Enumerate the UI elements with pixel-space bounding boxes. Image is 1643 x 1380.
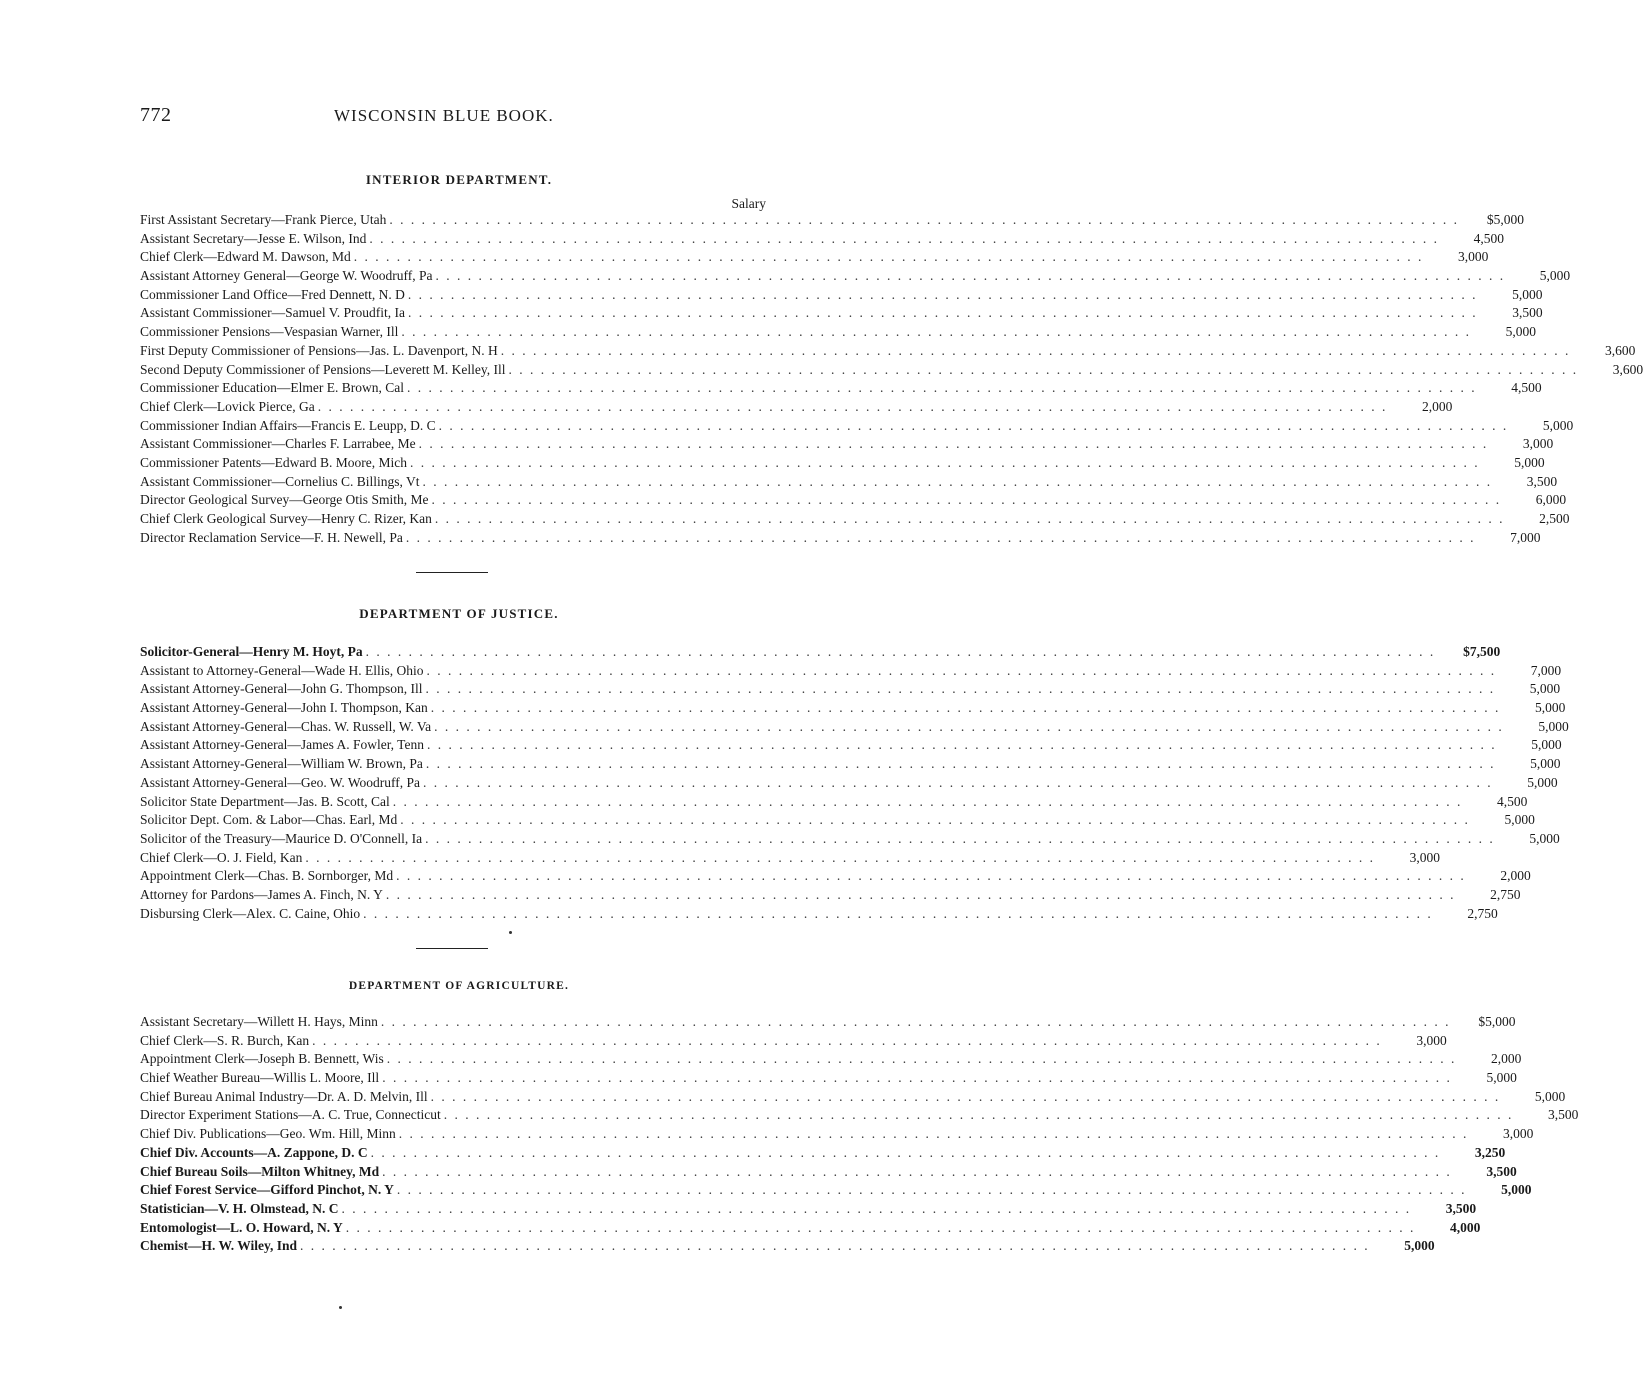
salary-amount: 3,500 [1526,473,1558,489]
salary-amount: 3,500 [1512,305,1543,321]
salary-amount: 3,000 [1416,1032,1447,1048]
salary-row [140,342,1636,362]
office-and-holder: Director Reclamation Service—F. H. Newell, Pa [140,529,403,545]
salary-amount: 5,000 [1542,417,1574,433]
salary-amount: 2,750 [1490,886,1521,902]
dot-leader [405,287,1481,303]
office-and-holder: Solicitor State Department—Jas. B. Scott, Cal [140,793,390,809]
dot-leader [386,212,1462,228]
salary-row [140,812,1535,831]
section-heading: INTERIOR DEPARTMENT. [365,172,553,187]
salary-amount: 3,000 [1503,1126,1534,1142]
dot-leader [431,719,1507,735]
salary-amount: 5,000 [1529,830,1560,846]
salary-row [140,830,1560,850]
office-and-holder: Attorney for Pardons—James A. Finch, N. Y [140,886,383,902]
office-and-holder: Appointment Clerk—Joseph B. Bennett, Wis [140,1051,384,1067]
office-and-holder: Assistant Attorney General—George W. Woodruff, Pa [140,268,433,284]
dot-leader [505,362,1581,378]
salary-amount: $7,500 [1463,644,1501,659]
office-and-holder: Assistant Attorney-General—Chas. W. Russell, W. Va [140,718,432,734]
office-and-holder: Assistant Secretary—Jesse E. Wilson, Ind [140,230,367,246]
salary-row [140,1144,1506,1164]
print-speck [509,931,512,934]
dot-leader [407,455,1483,471]
dot-leader [383,887,1459,903]
salary-row [140,324,1536,343]
salary-amount: 5,000 [1538,718,1569,734]
dot-leader [384,1051,1460,1067]
salary-row [140,1107,1579,1126]
office-and-holder: Statistician—V. H. Olmstead, N. C [140,1200,339,1216]
dot-leader [424,737,1500,753]
salary-row [140,718,1569,738]
office-and-holder: Assistant Attorney-General—John I. Thompson, Kan [140,700,428,716]
salary-row [140,644,1501,663]
salary-row [140,1182,1532,1201]
office-and-holder: Appointment Clerk—Chas. B. Sornborger, Md [140,868,394,884]
section-heading: DEPARTMENT OF AGRICULTURE. [348,980,570,992]
salary-amount: 5,000 [1504,812,1535,828]
dot-leader [368,1145,1444,1161]
salary-amount: 2,000 [1421,398,1453,414]
dot-leader [339,1201,1415,1217]
dot-leader [422,681,1498,697]
salary-amount: 3,500 [1547,1107,1579,1123]
office-and-holder: Commissioner Pensions—Vespasian Warner, Ill [140,324,399,340]
office-and-holder: Chief Div. Accounts—A. Zappone, D. C [140,1144,368,1160]
salary-row [140,868,1531,887]
salary-amount: 2,000 [1500,868,1531,884]
salary-amount: $5,000 [1486,212,1524,227]
salary-amount: 4,500 [1511,380,1542,396]
salary-row [140,1088,1566,1108]
office-and-holder: Commissioner Patents—Edward B. Moore, Mich [140,454,407,470]
salary-row [140,230,1505,250]
dot-leader [302,850,1378,866]
salary-row [140,681,1561,700]
office-and-holder: Assistant Attorney-General—John G. Thompson, Ill [140,681,423,697]
salary-amount: 3,500 [1445,1200,1477,1216]
dot-leader [403,530,1479,546]
salary-amount: 3,600 [1604,342,1636,358]
salary-row [140,436,1554,455]
office-and-holder: Chief Clerk—O. J. Field, Kan [140,849,303,865]
office-and-holder: First Deputy Commissioner of Pensions—Jas. L. Davenport, N. H [140,342,498,358]
office-and-holder: Entomologist—L. O. Howard, N. Y [140,1219,343,1235]
section-divider [416,572,488,573]
salary-amount: 5,000 [1531,737,1562,753]
salary-row [140,849,1440,869]
dot-leader [393,868,1469,884]
dot-leader [390,794,1466,810]
salary-row [140,793,1528,813]
office-and-holder: Chemist—H. W. Wiley, Ind [140,1238,298,1254]
office-and-holder: Chief Forest Service—Gifford Pinchot, N. Y [140,1182,394,1198]
salary-amount: 5,000 [1534,1088,1566,1104]
office-and-holder: Chief Clerk Geological Survey—Henry C. Rizer, Kan [140,511,432,526]
salary-amount: 5,000 [1501,1182,1532,1198]
salary-row [140,249,1489,268]
salary-row [140,662,1562,682]
salary-row [140,700,1566,719]
salary-row [140,305,1543,324]
dot-leader [397,812,1473,828]
salary-row [140,1200,1477,1220]
office-and-holder: Assistant Attorney-General—Geo. W. Woodruff, Pa [140,774,420,790]
salary-row [140,380,1542,399]
salary-amount: 5,000 [1404,1238,1435,1254]
salary-amount: 5,000 [1539,268,1571,284]
office-and-holder: Disbursing Clerk—Alex. C. Caine, Ohio [140,905,361,921]
salary-row [140,1032,1447,1052]
salary-row [140,886,1521,906]
dot-leader [360,906,1436,922]
dot-leader [351,249,1427,265]
salary-amount: $5,000 [1478,1014,1516,1029]
salary-amount: 4,500 [1496,793,1528,809]
print-speck [339,1306,342,1309]
office-and-holder: Assistant Commissioner—Samuel V. Proudfit, Ia [140,305,406,321]
salary-row [140,1070,1517,1089]
office-and-holder: Director Geological Survey—George Otis Smith, Me [140,492,429,508]
section-department-of-justice [140,606,1569,924]
dot-leader [309,1033,1385,1049]
dot-leader [498,343,1574,359]
office-and-holder: Solicitor of the Treasury—Maurice D. O'Connell, Ia [140,830,423,846]
section-interior-department [140,172,1643,548]
dot-leader [366,231,1442,247]
salary-row [140,1219,1481,1239]
salary-row [140,268,1571,287]
salary-list [140,212,1643,548]
salary-row [140,1051,1522,1070]
dot-leader [315,399,1391,415]
office-and-holder: Chief Div. Publications—Geo. Wm. Hill, Minn [140,1126,396,1142]
office-and-holder: Director Experiment Stations—A. C. True, Connecticut [140,1107,441,1123]
dot-leader [423,756,1499,772]
salary-row [140,737,1562,756]
office-and-holder: Chief Clerk—S. R. Burch, Kan [140,1032,310,1048]
salary-amount: 3,000 [1522,436,1554,452]
salary-amount: 2,500 [1539,511,1570,526]
salary-amount: 5,000 [1486,1070,1517,1086]
salary-amount: 2,750 [1467,905,1498,921]
page-header [140,104,766,132]
dot-leader [343,1220,1419,1236]
office-and-holder: Commissioner Education—Elmer E. Brown, Cal [140,380,404,396]
dot-leader [297,1238,1373,1254]
dot-leader [428,492,1504,508]
salary-row [140,454,1545,474]
office-and-holder: Assistant Attorney-General—William W. Brown, Pa [140,756,423,772]
salary-row [140,398,1453,418]
dot-leader [420,474,1496,490]
dot-leader [379,1070,1455,1086]
salary-row [140,905,1498,925]
salary-amount: 4,000 [1450,1219,1481,1235]
section-divider [416,948,488,949]
salary-row [140,1126,1534,1145]
salary-amount: 5,000 [1530,756,1561,772]
salary-row [140,473,1558,493]
salary-amount: 3,250 [1474,1144,1506,1160]
salary-amount: 4,500 [1473,230,1505,246]
dot-leader [363,644,1439,660]
dot-leader [379,1164,1455,1180]
dot-leader [441,1107,1517,1123]
dot-leader [424,663,1500,679]
salary-row [140,212,1524,231]
dot-leader [432,511,1508,527]
dot-leader [420,775,1496,791]
salary-row [140,511,1570,530]
salary-row [140,774,1558,794]
office-and-holder: Solicitor Dept. Com. & Labor—Chas. Earl, Md [140,812,398,828]
salary-amount: 6,000 [1535,492,1567,508]
office-and-holder: Chief Clerk—Edward M. Dawson, Md [140,249,351,265]
salary-row [140,361,1643,381]
salary-row [140,286,1543,306]
salary-row [140,1163,1517,1183]
dot-leader [378,1014,1454,1030]
salary-row [140,756,1561,775]
office-and-holder: Chief Weather Bureau—Willis L. Moore, Ill [140,1070,380,1086]
office-and-holder: Assistant Commissioner—Cornelius C. Billings, Vt [140,473,420,489]
salary-amount: 5,000 [1512,286,1543,302]
salary-amount: 3,000 [1409,849,1440,865]
salary-amount: 3,500 [1486,1163,1517,1179]
salary-amount: 5,000 [1529,681,1561,697]
dot-leader [396,1126,1472,1142]
office-and-holder: Assistant to Attorney-General—Wade H. Ellis, Ohio [140,662,424,678]
office-and-holder: First Assistant Secretary—Frank Pierce, Utah [140,212,387,227]
salary-amount: 5,000 [1527,774,1558,790]
section-heading: DEPARTMENT OF JUSTICE. [359,606,559,621]
salary-amount: 5,000 [1534,700,1566,716]
section-department-of-agriculture [140,980,1579,1257]
salary-row [140,1014,1516,1033]
salary-row [140,417,1574,437]
office-and-holder: Chief Clerk—Lovick Pierce, Ga [140,398,315,414]
page-number: 772 [140,104,172,126]
salary-amount: 5,000 [1505,324,1536,340]
salary-amount: 2,000 [1490,1051,1522,1067]
salary-amount: 7,000 [1510,529,1541,545]
dot-leader [398,324,1474,340]
salary-row [140,529,1541,549]
salary-list [140,644,1569,924]
dot-leader [436,418,1512,434]
office-and-holder: Solicitor-General—Henry M. Hoyt, Pa [140,644,363,659]
salary-amount: 3,600 [1612,361,1643,377]
office-and-holder: Second Deputy Commissioner of Pensions—Leverett M. Kelley, Ill [140,361,506,377]
office-and-holder: Assistant Commissioner—Charles F. Larrabee, Me [140,436,416,452]
dot-leader [428,1089,1504,1105]
salary-row [140,492,1567,511]
office-and-holder: Assistant Attorney-General—James A. Fowler, Tenn [140,737,424,753]
dot-leader [416,436,1492,452]
salary-amount: 3,000 [1457,249,1489,265]
office-and-holder: Chief Bureau Soils—Milton Whitney, Md [140,1163,380,1179]
salary-amount: 7,000 [1530,662,1562,678]
office-and-holder: Assistant Secretary—Willett H. Hays, Minn [140,1014,378,1029]
dot-leader [405,305,1481,321]
office-and-holder: Commissioner Indian Affairs—Francis E. Leupp, D. C [140,417,436,433]
office-and-holder: Commissioner Land Office—Fred Dennett, N. D [140,286,405,302]
dot-leader [394,1182,1470,1198]
dot-leader [428,700,1504,716]
salary-amount: 5,000 [1514,454,1545,470]
running-title: WISCONSIN BLUE BOOK. [334,106,554,125]
dot-leader [433,268,1509,284]
salary-list [140,1014,1579,1257]
dot-leader [404,380,1480,396]
dot-leader [422,831,1498,847]
salary-column-label: Salary [731,196,766,211]
salary-row [140,1238,1435,1257]
office-and-holder: Chief Bureau Animal Industry—Dr. A. D. Melvin, Ill [140,1088,428,1104]
